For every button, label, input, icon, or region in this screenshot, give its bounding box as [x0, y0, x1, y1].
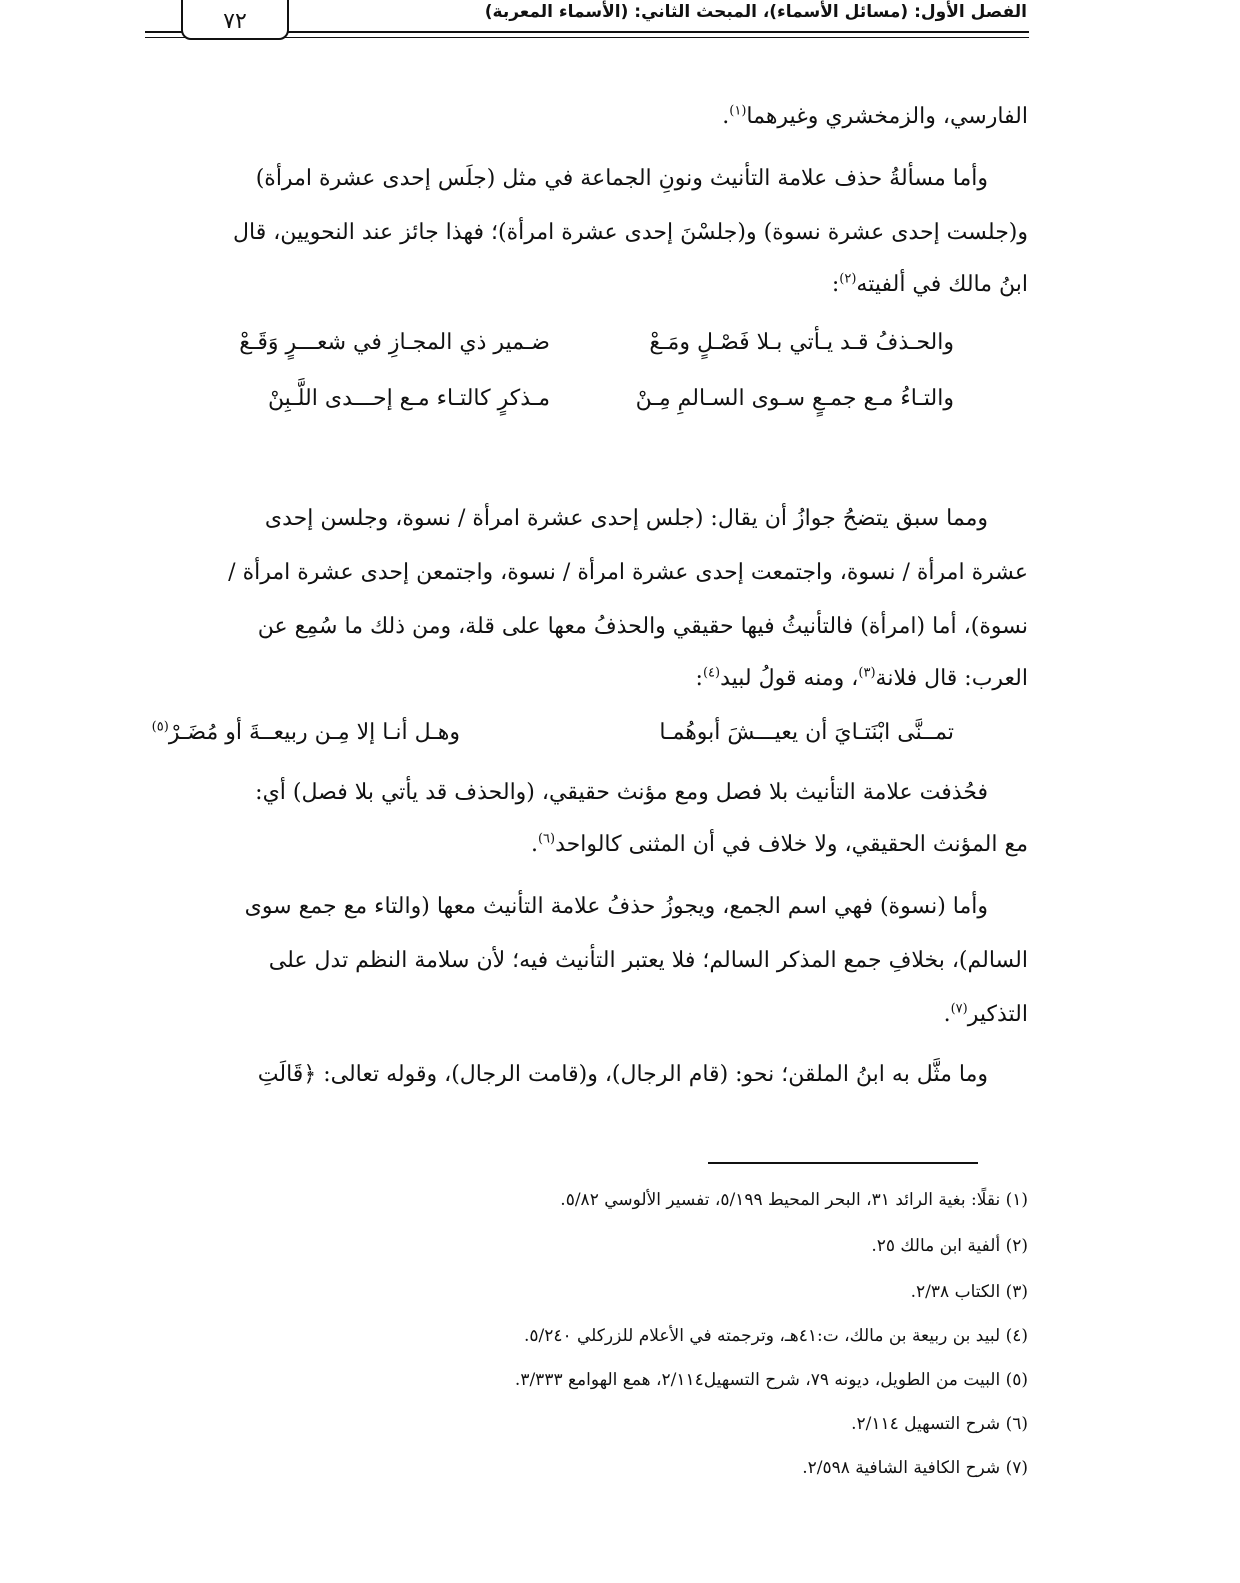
footnote-ref: (١): [729, 103, 747, 119]
body-line: ومما سبق يتضحُ جوازُ أن يقال: (جلس إحدى عشرة امرأة / نسوة، وجلسن إحدى: [264, 506, 988, 531]
running-title: الفصل الأول: (مسائل الأسماء)، المبحث الثاني: (الأسماء المعربة): [484, 2, 1027, 22]
body-line: وأما (نسوة) فهي اسم الجمع، ويجوزُ حذفُ علامة التأنيث معها (والتاء مع جمع سوى: [244, 894, 988, 919]
footnote: (٧) شرح الكافية الشافية ٢/٥٩٨.: [802, 1458, 1028, 1478]
body-line: التذكير$^{(٧)}$.: [943, 1001, 1028, 1027]
footnote: (٣) الكتاب ٢/٣٨.: [910, 1282, 1028, 1302]
body-line: عشرة امرأة / نسوة، واجتمعت إحدى عشرة امرأة / نسوة، واجتمعن إحدى عشرة امرأة /: [228, 560, 1028, 585]
page-header: [145, 0, 1029, 44]
footnote: (٢) ألفية ابن مالك ٢٥.: [871, 1236, 1028, 1256]
body-line: فحُذفت علامة التأنيث بلا فصل ومع مؤنث حقيقي، (والحذف قد يأتي بلا فصل) أي:: [255, 780, 988, 805]
verse-hemistich: تمــنَّى ابْنَتـايَ أن يعيـــشَ أبوهُمـا: [659, 720, 954, 745]
verse-hemistich: مـذكرٍ كالتـاء مـع إحـــدى اللَّـبِنْ: [267, 386, 550, 411]
footnote: (٥) البيت من الطويل، ديونه ٧٩، شرح التسهيل٢/١١٤، همع الهوامع ٣/٣٣٣.: [514, 1370, 1028, 1390]
footnote: (٤) لبيد بن ربيعة بن مالك، ت:٤١هـ، وترجمته في الأعلام للزركلي ٥/٢٤٠.: [523, 1326, 1028, 1346]
footnote-separator: [708, 1162, 978, 1164]
footnote-ref: (٦): [537, 831, 556, 847]
verse-hemistich: والحـذفُ قـد يـأتي بـلا فَصْـلٍ ومَـعْ: [649, 330, 954, 355]
body-line: وما مثَّل به ابنُ الملقن؛ نحو: (قام الرجال)، و(قامت الرجال)، وقوله تعالى: ﴿قَالَتِ: [257, 1062, 988, 1087]
footnote-ref: (٤): [702, 665, 721, 681]
footnote-ref: (٢): [839, 271, 857, 287]
verse-hemistich: والتـاءُ مـع جمـعٍ سـوى السـالمِ مِـنْ: [635, 386, 954, 411]
footnote: (١) نقلًا: بغية الرائد ٣١، البحر المحيط ٥/١٩٩، تفسير الألوسي ٥/٨٢.: [560, 1190, 1028, 1210]
body-line: الفارسي، والزمخشري وغيرهما$^{(١)}$.: [722, 103, 1028, 129]
body-line: مع المؤنث الحقيقي، ولا خلاف في أن المثنى كالواحد$^{(٦)}$.: [530, 831, 1028, 857]
footnote-ref: (٧): [950, 1001, 968, 1017]
body-line: السالم)، بخلافِ جمع المذكر السالم؛ فلا يعتبر التأنيث فيه؛ لأن سلامة النظم تدل على: [268, 948, 1028, 973]
body-line: ابنُ مالك في ألفيته$^{(٢)}$:: [831, 271, 1028, 297]
body-line: العرب: قال فلانة$^{(٣)}$، ومنه قولُ لبيد$^{(٤)}$:: [695, 665, 1028, 691]
footnote-ref: (٣): [858, 665, 876, 681]
body-line: و(جلست إحدى عشرة نسوة) و(جلسْنَ إحدى عشرة امرأة)؛ فهذا جائز عند النحويين، قال: [233, 220, 1028, 245]
body-line: نسوة)، أما (امرأة) فالتأنيثُ فيها حقيقي والحذفُ معها على قلة، ومن ذلك ما سُمِع عن: [257, 614, 1028, 639]
verse-hemistich: وهـل أنـا إلا مِـن ربيعــةَ أو مُضَـرْ$^{(٥)}$: [151, 719, 460, 745]
footnote: (٦) شرح التسهيل ٢/١١٤.: [851, 1414, 1028, 1434]
body-line: وأما مسألةُ حذف علامة التأنيث ونونِ الجماعة في مثل (جلَس إحدى عشرة امرأة): [255, 166, 988, 191]
page-number: ٧٢: [181, 0, 289, 40]
verse-hemistich: ضـمير ذي المجـازِ في شعـــرٍ وَقَـعْ: [239, 330, 550, 355]
footnote-ref: (٥): [151, 719, 169, 735]
